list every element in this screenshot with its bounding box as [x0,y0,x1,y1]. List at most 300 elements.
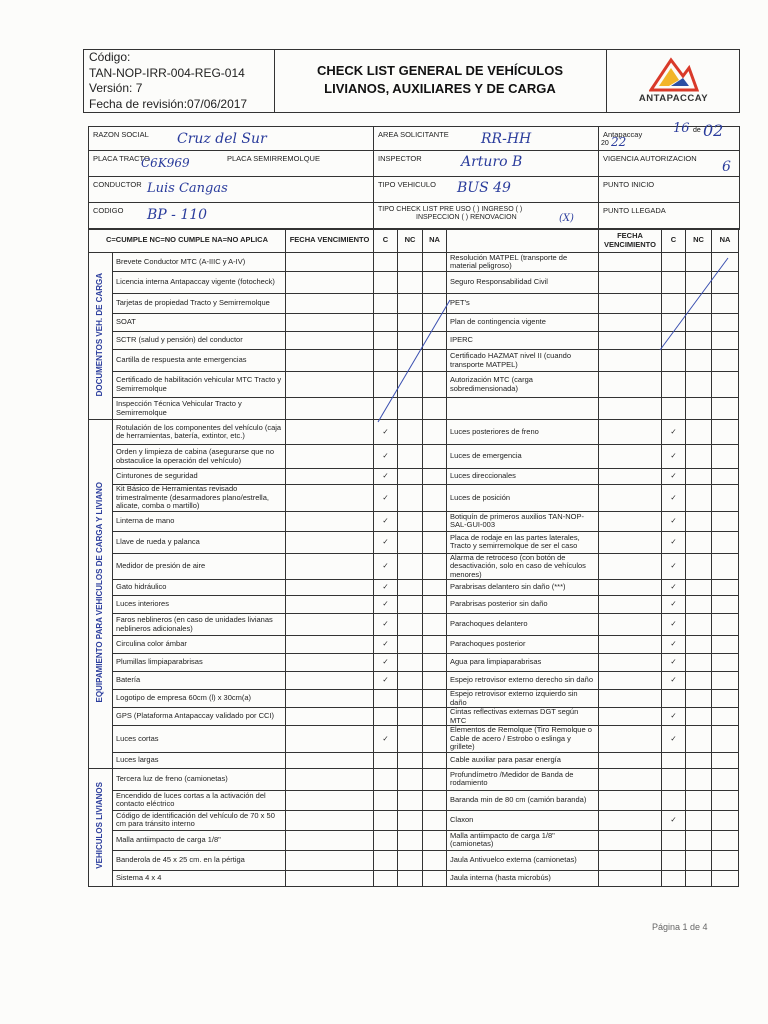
item-left: Llave de rueda y palanca [113,531,286,553]
item-right: IPERC [447,332,599,350]
check-c-left [374,870,398,886]
item-right: Espejo retrovisor externo derecho sin daño [447,672,599,690]
check-na-left [423,672,447,690]
section-label [89,253,113,420]
item-left: Cartilla de respuesta ante emergencias [113,350,286,372]
fecha-venc-right [599,654,662,672]
conductor-value: Luis Cangas [147,181,228,196]
check-nc-right [686,332,712,350]
fecha-venc-left [286,790,374,810]
table-row [89,420,739,445]
fecha-venc-right [599,420,662,445]
table-row [89,614,739,636]
check-nc-right [686,690,712,708]
check-c-right: ✓ [662,445,686,469]
item-left: Cinturones de seguridad [113,469,286,485]
check-nc-right [686,350,712,372]
check-nc-left [398,790,423,810]
fecha-year-prefix: 20 [601,140,609,147]
na-header-left: NA [423,229,447,253]
table-row [89,850,739,870]
placa-tracto-value: C6K969 [141,156,190,170]
check-c-right [662,253,686,272]
fecha-venc-left [286,469,374,485]
check-c-right [662,850,686,870]
check-nc-left [398,253,423,272]
fecha-venc-left [286,553,374,580]
check-na-right [712,830,739,850]
check-c-left [374,398,398,420]
check-nc-right [686,445,712,469]
check-na-left [423,314,447,332]
razon-social-label: RAZON SOCIAL [93,130,149,139]
table-row [89,672,739,690]
item-right: Parachoques posterior [447,636,599,654]
check-nc-right [686,253,712,272]
codigo-vehiculo-value: BP - 110 [147,207,208,223]
item-right: Parabrisas posterior sin daño [447,596,599,614]
check-nc-left [398,445,423,469]
check-nc-right [686,850,712,870]
codigo-cell [89,203,374,229]
check-c-right [662,790,686,810]
check-nc-left [398,272,423,294]
check-nc-right [686,614,712,636]
table-row [89,768,739,790]
check-nc-left [398,350,423,372]
check-na-left [423,830,447,850]
table-row [89,398,739,420]
table-row [89,350,739,372]
item-left: Certificado de habilitación vehicular MTC Tracto y Semirremolque [113,372,286,398]
inspeccion-option: INSPECCION ( ) [416,214,469,221]
check-c-right: ✓ [662,708,686,726]
fecha-venc-left [286,511,374,531]
fecha-venc-left [286,272,374,294]
check-na-left [423,596,447,614]
item-left: Gato hidráulico [113,580,286,596]
check-nc-left [398,810,423,830]
fecha-venc-right [599,596,662,614]
check-na-left [423,690,447,708]
check-na-right [712,870,739,886]
check-c-left [374,830,398,850]
item-left: Linterna de mano [113,511,286,531]
item-left: Orden y limpieza de cabina (asegurarse que no obstaculice la operación del vehículo) [113,445,286,469]
table-row [89,596,739,614]
fecha-venc-left [286,580,374,596]
check-na-left [423,372,447,398]
fecha-venc-left [286,870,374,886]
check-na-right [712,350,739,372]
check-na-right [712,672,739,690]
check-na-right [712,614,739,636]
table-row [89,708,739,726]
check-na-left [423,790,447,810]
table-row [89,752,739,768]
fecha-venc-left [286,485,374,512]
section-title: VEHICULOS LIVIANOS [95,782,105,870]
fecha-month: 02 [703,121,724,140]
fecha-venc-right [599,708,662,726]
check-na-right [712,690,739,708]
tipo-check-label: TIPO CHECK LIST [378,206,438,213]
fecha-venc-left [286,752,374,768]
check-c-left: ✓ [374,580,398,596]
table-row [89,445,739,469]
fecha-venc-left [286,253,374,272]
check-na-left [423,726,447,753]
fecha-venc-right [599,469,662,485]
fecha-venc-left [286,690,374,708]
item-left: Luces largas [113,752,286,768]
check-c-right [662,398,686,420]
table-row [89,332,739,350]
fecha-venc-left [286,636,374,654]
check-na-right [712,272,739,294]
item-left: Brevete Conductor MTC (A-IIIC y A-IV) [113,253,286,272]
check-na-right [712,636,739,654]
item-left: Tarjetas de propiedad Tracto y Semirremolque [113,294,286,314]
fecha-venc-right [599,870,662,886]
item-right: Seguro Responsabilidad Civil [447,272,599,294]
check-c-right [662,768,686,790]
check-c-right [662,294,686,314]
check-na-right [712,469,739,485]
check-c-left: ✓ [374,614,398,636]
check-c-left: ✓ [374,531,398,553]
fecha-venc-right [599,511,662,531]
check-nc-left [398,314,423,332]
check-c-right [662,752,686,768]
check-c-right [662,314,686,332]
check-na-left [423,708,447,726]
check-nc-right [686,314,712,332]
check-na-right [712,752,739,768]
fecha-venc-header-right: FECHA VENCIMIENTO [599,229,662,253]
item-left: Luces cortas [113,726,286,753]
table-row [89,726,739,753]
version-label: Versión: 7 [89,81,143,95]
fecha-venc-left [286,314,374,332]
check-c-left: ✓ [374,596,398,614]
check-c-right [662,372,686,398]
table-row [89,636,739,654]
check-c-left: ✓ [374,469,398,485]
fecha-year: 22 [611,135,627,149]
codigo-vehiculo-label: CODIGO [93,206,124,215]
check-c-right [662,690,686,708]
check-na-left [423,253,447,272]
check-nc-left [398,398,423,420]
fecha-venc-right [599,726,662,753]
item-right: Baranda min de 80 cm (camión baranda) [447,790,599,810]
check-c-right: ✓ [662,672,686,690]
punto-llegada-label: PUNTO LLEGADA [603,206,666,215]
check-na-right [712,253,739,272]
check-na-right [712,708,739,726]
fecha-venc-right [599,314,662,332]
fecha-venc-right [599,672,662,690]
razon-social-value: Cruz del Sur [177,131,267,147]
document-meta [84,50,275,112]
check-nc-right [686,553,712,580]
check-na-left [423,553,447,580]
check-na-right [712,810,739,830]
check-nc-left [398,420,423,445]
check-nc-right [686,726,712,753]
check-na-left [423,654,447,672]
check-c-left [374,768,398,790]
table-row [89,654,739,672]
checklist-table [88,228,739,887]
item-right: Elementos de Remolque (Tiro Remolque o Cable de acero / Estrobo o eslinga y grillete) [447,726,599,753]
conductor-cell [89,177,374,203]
fecha-venc-right [599,272,662,294]
inspector-label: INSPECTOR [378,154,422,163]
check-na-right [712,485,739,512]
check-na-left [423,445,447,469]
fecha-venc-left [286,768,374,790]
item-right: Agua para limpiaparabrisas [447,654,599,672]
check-na-left [423,870,447,886]
item-left: Plumillas limpiaparabrisas [113,654,286,672]
check-nc-left [398,511,423,531]
item-right: Luces de emergencia [447,445,599,469]
fecha-venc-right [599,253,662,272]
check-c-right: ✓ [662,420,686,445]
check-na-right [712,511,739,531]
fecha-venc-left [286,445,374,469]
item-right: Claxon [447,810,599,830]
c-header-right: C [662,229,686,253]
section-title: EQUIPAMIENTO PARA VEHICULOS DE CARGA Y LIVIANO [95,482,105,703]
item-right: Placa de rodaje en las partes laterales, Tracto y semirremolque de ser el caso [447,531,599,553]
item-right: Cintas reflectivas externas DGT según MTC [447,708,599,726]
check-nc-right [686,596,712,614]
check-c-left: ✓ [374,726,398,753]
item-right: Espejo retrovisor externo izquierdo sin daño [447,690,599,708]
check-na-left [423,531,447,553]
item-left: Malla antiimpacto de carga 1/8" [113,830,286,850]
nc-header-right: NC [686,229,712,253]
check-nc-right [686,790,712,810]
check-nc-left [398,580,423,596]
table-header-row [89,229,739,253]
check-c-right: ✓ [662,614,686,636]
check-nc-left [398,372,423,398]
check-nc-left [398,294,423,314]
check-na-left [423,511,447,531]
check-nc-left [398,596,423,614]
check-na-right [712,420,739,445]
blank-header [447,229,599,253]
check-c-right [662,332,686,350]
item-left: Batería [113,672,286,690]
check-na-right [712,580,739,596]
fecha-venc-right [599,332,662,350]
fecha-venc-left [286,614,374,636]
item-right: Certificado HAZMAT nivel II (cuando transporte MATPEL) [447,350,599,372]
check-c-right: ✓ [662,726,686,753]
check-na-right [712,445,739,469]
check-na-right [712,553,739,580]
check-nc-right [686,420,712,445]
inspector-value: Arturo B [461,154,523,170]
check-c-left [374,752,398,768]
table-row [89,272,739,294]
fecha-venc-left [286,708,374,726]
check-c-left [374,372,398,398]
check-nc-right [686,398,712,420]
check-c-left: ✓ [374,420,398,445]
check-na-left [423,350,447,372]
fecha-de-label: de [693,127,701,134]
check-nc-right [686,294,712,314]
check-c-left: ✓ [374,445,398,469]
fecha-venc-left [286,420,374,445]
item-right: Botiquín de primeros auxilios TAN-NOP-SAL-GUI-003 [447,511,599,531]
check-c-left [374,690,398,708]
document-title [275,50,605,112]
fecha-venc-right [599,580,662,596]
fecha-venc-right [599,485,662,512]
check-c-left: ✓ [374,636,398,654]
check-na-right [712,768,739,790]
table-row [89,314,739,332]
check-nc-left [398,690,423,708]
table-row [89,553,739,580]
check-c-left: ✓ [374,553,398,580]
fecha-venc-right [599,614,662,636]
check-nc-left [398,485,423,512]
c-header-left: C [374,229,398,253]
check-c-right: ✓ [662,580,686,596]
codigo-label: Código: [89,50,131,64]
check-na-left [423,398,447,420]
check-nc-left [398,672,423,690]
item-right: PET's [447,294,599,314]
fecha-venc-right [599,350,662,372]
na-header-right: NA [712,229,739,253]
table-row [89,870,739,886]
vehicle-info-block [88,121,740,230]
check-c-left [374,253,398,272]
check-na-left [423,810,447,830]
check-c-right [662,830,686,850]
area-label: AREA SOLICITANTE [378,130,449,139]
item-right: Parabrisas delantero sin daño (***) [447,580,599,596]
check-nc-right [686,768,712,790]
section-title: DOCUMENTOS VEH. DE CARGA [95,273,105,397]
item-right: Autorización MTC (carga sobredimensionada) [447,372,599,398]
title-line-2: LIVIANOS, AUXILIARES Y DE CARGA [324,81,556,96]
fecha-venc-right [599,294,662,314]
check-nc-right [686,708,712,726]
page-number: Página 1 de 4 [652,922,708,932]
check-na-right [712,372,739,398]
check-c-left [374,790,398,810]
check-nc-right [686,654,712,672]
check-nc-right [686,810,712,830]
renovacion-option: RENOVACION [470,214,517,221]
logo-text: ANTAPACCAY [638,93,709,104]
legend-header: C=CUMPLE NC=NO CUMPLE NA=NO APLICA [89,229,286,253]
section-label [89,420,113,769]
fecha-venc-left [286,350,374,372]
ingreso-option: INGRESO ( ) [481,206,523,213]
fecha-venc-right [599,790,662,810]
item-left: Licencia interna Antapaccay vigente (fotocheck) [113,272,286,294]
revision-date: Fecha de revisión:07/06/2017 [89,96,248,111]
item-left: Encendido de luces cortas a la activación del contacto eléctrico [113,790,286,810]
fecha-venc-left [286,654,374,672]
check-c-right: ✓ [662,531,686,553]
check-na-right [712,850,739,870]
fecha-venc-right [599,830,662,850]
check-nc-left [398,469,423,485]
check-nc-left [398,768,423,790]
check-na-left [423,636,447,654]
item-left: Código de identificación del vehículo de 70 x 50 cm para tránsito interno [113,810,286,830]
check-c-right: ✓ [662,654,686,672]
item-right: Resolución MATPEL (transporte de material peligroso) [447,253,599,272]
tipo-vehiculo-label: TIPO VEHICULO [378,180,436,189]
item-right: Profundímetro /Medidor de Banda de rodamiento [447,768,599,790]
check-na-left [423,420,447,445]
check-nc-left [398,726,423,753]
check-c-left [374,350,398,372]
check-c-right: ✓ [662,636,686,654]
fecha-venc-left [286,596,374,614]
item-right: Luces de posición [447,485,599,512]
item-left: Sistema 4 x 4 [113,870,286,886]
fecha-venc-left [286,372,374,398]
fecha-venc-right [599,690,662,708]
fecha-venc-right [599,636,662,654]
table-row [89,531,739,553]
table-row [89,810,739,830]
item-right: Cable auxiliar para pasar energía [447,752,599,768]
item-right: Luces posteriores de freno [447,420,599,445]
check-c-right: ✓ [662,553,686,580]
check-c-left [374,850,398,870]
item-right: Plan de contingencia vigente [447,314,599,332]
table-row [89,790,739,810]
fecha-venc-left [286,726,374,753]
check-c-left [374,810,398,830]
item-right: Alarma de retroceso (con botón de desactivación, solo en caso de vehículos menores) [447,553,599,580]
item-left: Rotulación de los componentes del vehículo (caja de herramientas, batería, extintor, etc.) [113,420,286,445]
fecha-venc-right [599,768,662,790]
item-left: SOAT [113,314,286,332]
fecha-venc-left [286,398,374,420]
check-na-left [423,332,447,350]
check-nc-right [686,636,712,654]
check-na-right [712,294,739,314]
item-right: Jaula Antivuelco externa (camionetas) [447,850,599,870]
check-c-right [662,350,686,372]
fecha-venc-left [286,531,374,553]
item-left: Faros neblineros (en caso de unidades livianas neblineros adicionales) [113,614,286,636]
table-row [89,580,739,596]
punto-inicio-cell [599,177,739,203]
check-na-right [712,314,739,332]
check-na-right [712,332,739,350]
fecha-venc-left [286,294,374,314]
table-row [89,253,739,272]
check-c-left: ✓ [374,511,398,531]
